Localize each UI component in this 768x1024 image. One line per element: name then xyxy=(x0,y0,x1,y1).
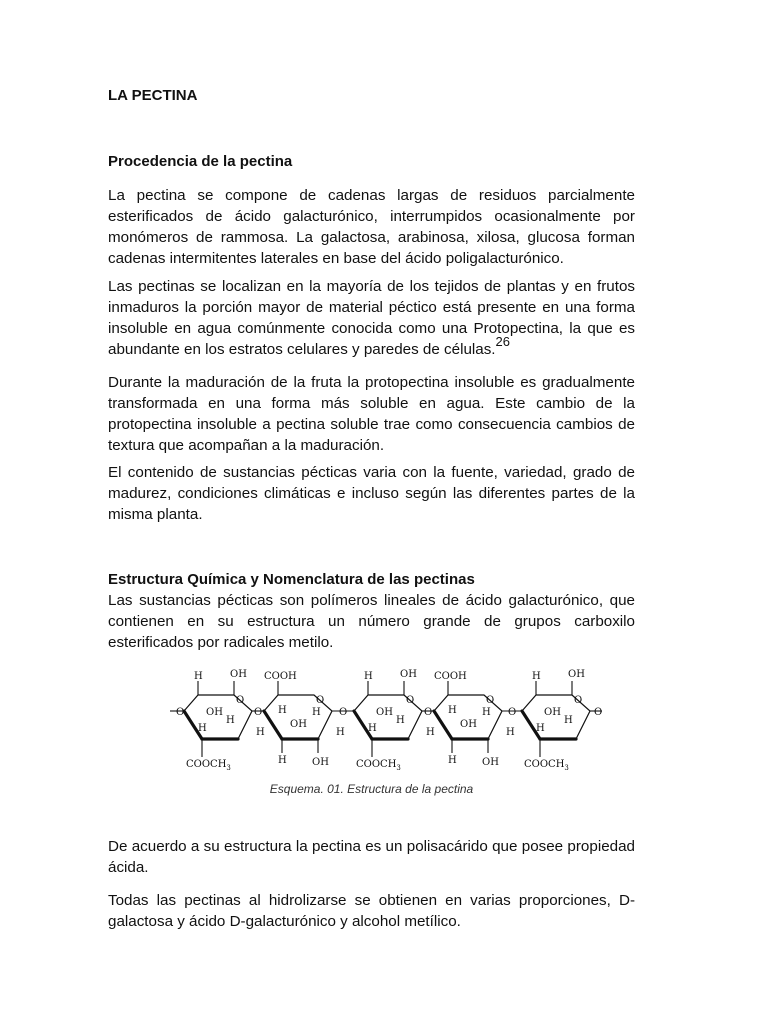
footnote-reference: 26 xyxy=(495,333,510,349)
hydrogen-label: H xyxy=(312,707,321,718)
paragraph-polymers: Las sustancias pécticas son polímeros lineales de ácido galacturónico, que contienen en su estructura un número grande de grupos carboxilo esterificados por radicales metilo. xyxy=(108,592,635,651)
hydrogen-label: H xyxy=(368,723,377,734)
hydroxyl-label: OH xyxy=(482,757,499,768)
paragraph-maturation: Durante la maduración de la fruta la protopectina insoluble es gradualmente transformada en una forma más soluble en agua. Este cambio de la protopectina insoluble a pectina soluble trae como consecuencia cambios de textura que acompañan a la maduración. xyxy=(108,374,635,454)
hydrogen-label: H xyxy=(364,671,373,682)
hydrogen-label: H xyxy=(336,727,345,738)
hydroxyl-label: OH xyxy=(400,669,417,680)
paragraph-hydrolysis: Todas las pectinas al hidrolizarse se obtienen en varias proporciones, D-galactosa y ácido D-galacturónico y alcohol metílico. xyxy=(108,892,635,930)
hydrogen-label: H xyxy=(198,723,207,734)
hydrogen-label: H xyxy=(278,755,287,766)
hydrogen-label: H xyxy=(564,715,573,726)
methyl-ester-label: $COOCH_3$ xyxy=(186,759,231,772)
ring-oxygen-label: O xyxy=(574,695,583,706)
glycosidic-oxygen-label: O xyxy=(424,707,433,718)
paragraph-composition: La pectina se compone de cadenas largas de residuos parcialmente esterificados de ácido galacturónico, interrumpidos ocasionalmente por monómeros de rammosa. La galactosa, arabinosa, xilosa, glucosa forman cadenas intermitentes laterales en base del ácido poligalacturónico. xyxy=(108,187,635,267)
chain-end-oxygen-label: O xyxy=(594,707,603,718)
paragraph-localization xyxy=(108,276,635,360)
hydroxyl-label: OH xyxy=(206,707,223,718)
ring-oxygen-label: O xyxy=(486,695,495,706)
carboxyl-label: COOH xyxy=(434,671,467,682)
paragraph-acidic-property: De acuerdo a su estructura la pectina es un polisacárido que posee propiedad ácida. xyxy=(108,838,635,876)
document-title: LA PECTINA xyxy=(108,87,198,104)
ring-oxygen-label: O xyxy=(316,695,325,706)
chain-end-oxygen-label: O xyxy=(176,707,185,718)
hydroxyl-label: OH xyxy=(460,719,477,730)
ring-oxygen-label: O xyxy=(236,695,245,706)
paragraph-localization-text: Las pectinas se localizan en la mayoría de los tejidos de plantas y en frutos inmaduros la porción mayor de material péctico está presente en una forma insoluble en agua comúnmente conocida como una Protopectina, la que es abundante en los estratos celulares y paredes de células. xyxy=(108,278,635,358)
hydroxyl-label: OH xyxy=(376,707,393,718)
pectin-structure-diagram xyxy=(166,665,606,777)
hydrogen-label: H xyxy=(482,707,491,718)
sugar-ring-chain xyxy=(170,669,602,772)
hydrogen-label: H xyxy=(536,723,545,734)
hydrogen-label: H xyxy=(448,705,457,716)
hydrogen-label: H xyxy=(256,727,265,738)
hydrogen-label: H xyxy=(506,727,515,738)
hydrogen-label: H xyxy=(226,715,235,726)
section-heading-procedencia: Procedencia de la pectina xyxy=(108,153,293,170)
methyl-ester-label: $COOCH_3$ xyxy=(356,759,401,772)
glycosidic-oxygen-label: O xyxy=(508,707,517,718)
hydroxyl-label: OH xyxy=(290,719,307,730)
hydrogen-label: H xyxy=(448,755,457,766)
section-heading-estructura: Estructura Química y Nomenclatura de las pectinas xyxy=(108,571,475,588)
hydroxyl-label: OH xyxy=(312,757,329,768)
hydroxyl-label: OH xyxy=(230,669,247,680)
hydrogen-label: H xyxy=(396,715,405,726)
hydrogen-label: H xyxy=(278,705,287,716)
glycosidic-oxygen-label: O xyxy=(254,707,263,718)
hydrogen-label: H xyxy=(194,671,203,682)
figure-caption: Esquema. 01. Estructura de la pectina xyxy=(269,782,474,796)
hydroxyl-label: OH xyxy=(544,707,561,718)
hydrogen-label: H xyxy=(532,671,541,682)
hydroxyl-label: OH xyxy=(568,669,585,680)
methyl-ester-label: $COOCH_3$ xyxy=(524,759,569,772)
glycosidic-oxygen-label: O xyxy=(339,707,348,718)
ring-oxygen-label: O xyxy=(406,695,415,706)
hydrogen-label: H xyxy=(426,727,435,738)
carboxyl-label: COOH xyxy=(264,671,297,682)
paragraph-content: El contenido de sustancias pécticas varia con la fuente, variedad, grado de madurez, condiciones climáticas e incluso según las diferentes partes de la misma planta. xyxy=(108,464,635,523)
